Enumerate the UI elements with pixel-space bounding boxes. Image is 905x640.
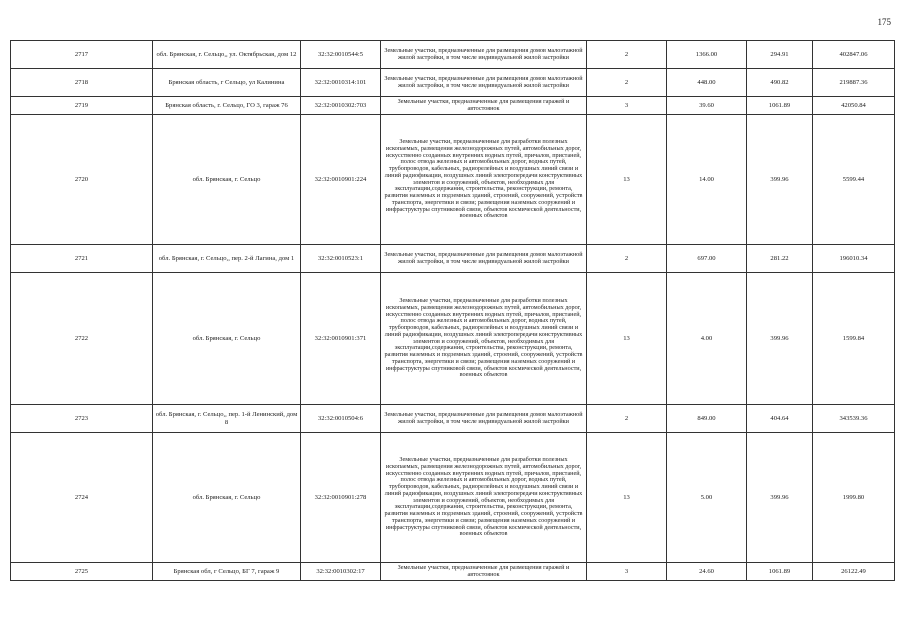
group-cell: 3 [587, 97, 667, 115]
cadastral-number-cell: 32:32:0010302:703 [301, 97, 381, 115]
cadastral-number-cell: 32:32:0010314:101 [301, 69, 381, 97]
group-cell: 2 [587, 245, 667, 273]
table-row [11, 273, 895, 405]
row-number: 2723 [11, 405, 153, 433]
total-value-cell: 219887.36 [813, 69, 895, 97]
group-cell: 13 [587, 433, 667, 563]
land-purpose-cell: Земельные участки, предназначенные для разработки полезных ископаемых, размещения железнодорожных путей, автомобильных дорог, искусственно созданных внутренних водных путей, причалов, пристаней, полос отвода железных и автомобильных дорог, водных путей, трубопроводов, кабельных, радиорелейных и воздушных линий связи и линий радиофикации, воздушных линий электропередачи конструктивных элементов и сооружений, объектов, необходимых для эксплуатации,содержания, строительства, реконструкции, ремонта, развития наземных и подземных зданий, строений, сооружений, устройств транспорта, энергетики и связи; размещения наземных сооружений и инфраструктуры спутниковой связи, объектов космической деятельности, военных объектов [381, 433, 587, 563]
cadastral-number-cell: 32:32:0010504:6 [301, 405, 381, 433]
group-cell: 2 [587, 41, 667, 69]
price-cell: 490.82 [747, 69, 813, 97]
total-value-cell: 196010.34 [813, 245, 895, 273]
cadastral-number-cell: 32:32:0010901:224 [301, 115, 381, 245]
land-purpose-cell: Земельные участки, предназначенные для размещения домов малоэтажной жилой застройки, в том числе индивидуальной жилой застройки [381, 405, 587, 433]
total-value-cell: 402847.06 [813, 41, 895, 69]
total-value-cell: 1999.80 [813, 433, 895, 563]
row-number: 2725 [11, 563, 153, 581]
row-number: 2724 [11, 433, 153, 563]
group-cell: 2 [587, 405, 667, 433]
cadastral-number-cell: 32:32:0010523:1 [301, 245, 381, 273]
address-cell: Брянская обл, г Сельцо, БГ 7, гараж 9 [153, 563, 301, 581]
table-row [11, 563, 895, 581]
area-cell: 4.00 [667, 273, 747, 405]
row-number: 2722 [11, 273, 153, 405]
total-value-cell: 42050.84 [813, 97, 895, 115]
row-number: 2717 [11, 41, 153, 69]
area-cell: 5.00 [667, 433, 747, 563]
row-number: 2718 [11, 69, 153, 97]
price-cell: 399.96 [747, 433, 813, 563]
price-cell: 281.22 [747, 245, 813, 273]
address-cell: обл. Брянская, г. Сельцо,, ул. Октябрьская, дом 12 [153, 41, 301, 69]
area-cell: 39.60 [667, 97, 747, 115]
address-cell: обл. Брянская, г. Сельцо [153, 433, 301, 563]
price-cell: 404.64 [747, 405, 813, 433]
land-purpose-cell: Земельные участки, предназначенные для размещения гаражей и автостоянок [381, 563, 587, 581]
group-cell: 3 [587, 563, 667, 581]
address-cell: Брянская область, г Сельцо, ул Калинина [153, 69, 301, 97]
table-row [11, 405, 895, 433]
price-cell: 399.96 [747, 273, 813, 405]
table-row [11, 97, 895, 115]
land-registry-table [10, 40, 895, 581]
total-value-cell: 343539.36 [813, 405, 895, 433]
address-cell: обл. Брянская, г. Сельцо,, пер. 2-й Лагина, дом 1 [153, 245, 301, 273]
table-row [11, 41, 895, 69]
table-row [11, 69, 895, 97]
address-cell: обл. Брянская, г. Сельцо,, пер. 1-й Ленинский, дом 8 [153, 405, 301, 433]
cadastral-number-cell: 32:32:0010901:371 [301, 273, 381, 405]
row-number: 2719 [11, 97, 153, 115]
price-cell: 294.91 [747, 41, 813, 69]
land-purpose-cell: Земельные участки, предназначенные для разработки полезных ископаемых, размещения железнодорожных путей, автомобильных дорог, искусственно созданных внутренних водных путей, причалов, пристаней, полос отвода железных и автомобильных дорог, водных путей, трубопроводов, кабельных, радиорелейных и воздушных линий связи и линий радиофикации, воздушных линий электропередачи конструктивных элементов и сооружений, объектов, необходимых для эксплуатации,содержания, строительства, реконструкции, ремонта, развития наземных и подземных зданий, строений, сооружений, устройств транспорта, энергетики и связи; размещения наземных сооружений и инфраструктуры спутниковой связи, объектов космической деятельности, военных объектов [381, 273, 587, 405]
area-cell: 697.00 [667, 245, 747, 273]
total-value-cell: 1599.84 [813, 273, 895, 405]
row-number: 2720 [11, 115, 153, 245]
cadastral-number-cell: 32:32:0010901:278 [301, 433, 381, 563]
table-row [11, 115, 895, 245]
land-purpose-cell: Земельные участки, предназначенные для размещения домов малоэтажной жилой застройки, в том числе индивидуальной жилой застройки [381, 245, 587, 273]
address-cell: обл. Брянская, г. Сельцо [153, 273, 301, 405]
page-number: 175 [877, 17, 891, 27]
price-cell: 1061.89 [747, 563, 813, 581]
group-cell: 13 [587, 273, 667, 405]
price-cell: 1061.89 [747, 97, 813, 115]
address-cell: обл. Брянская, г. Сельцо [153, 115, 301, 245]
area-cell: 448.00 [667, 69, 747, 97]
area-cell: 849.00 [667, 405, 747, 433]
land-purpose-cell: Земельные участки, предназначенные для размещения гаражей и автостоянок [381, 97, 587, 115]
group-cell: 13 [587, 115, 667, 245]
group-cell: 2 [587, 69, 667, 97]
area-cell: 14.00 [667, 115, 747, 245]
area-cell: 1366.00 [667, 41, 747, 69]
land-purpose-cell: Земельные участки, предназначенные для размещения домов малоэтажной жилой застройки, в том числе индивидуальной жилой застройки [381, 69, 587, 97]
table-row [11, 245, 895, 273]
area-cell: 24.60 [667, 563, 747, 581]
land-purpose-cell: Земельные участки, предназначенные для размещения домов малоэтажной жилой застройки, в том числе индивидуальной жилой застройки [381, 41, 587, 69]
table-row [11, 433, 895, 563]
cadastral-number-cell: 32:32:0010302:17 [301, 563, 381, 581]
price-cell: 399.96 [747, 115, 813, 245]
land-purpose-cell: Земельные участки, предназначенные для разработки полезных ископаемых, размещения железнодорожных путей, автомобильных дорог, искусственно созданных внутренних водных путей, причалов, пристаней, полос отвода железных и автомобильных дорог, водных путей, трубопроводов, кабельных, радиорелейных и воздушных линий связи и линий радиофикации, воздушных линий электропередачи конструктивных элементов и сооружений, объектов, необходимых для эксплуатации,содержания, строительства, реконструкции, ремонта, развития наземных и подземных зданий, строений, сооружений, устройств транспорта, энергетики и связи; размещения наземных сооружений и инфраструктуры спутниковой связи, объектов космической деятельности, военных объектов [381, 115, 587, 245]
address-cell: Брянская область, г. Сельцо, ГО 3, гараж 76 [153, 97, 301, 115]
cadastral-number-cell: 32:32:0010544:5 [301, 41, 381, 69]
total-value-cell: 26122.49 [813, 563, 895, 581]
total-value-cell: 5599.44 [813, 115, 895, 245]
row-number: 2721 [11, 245, 153, 273]
